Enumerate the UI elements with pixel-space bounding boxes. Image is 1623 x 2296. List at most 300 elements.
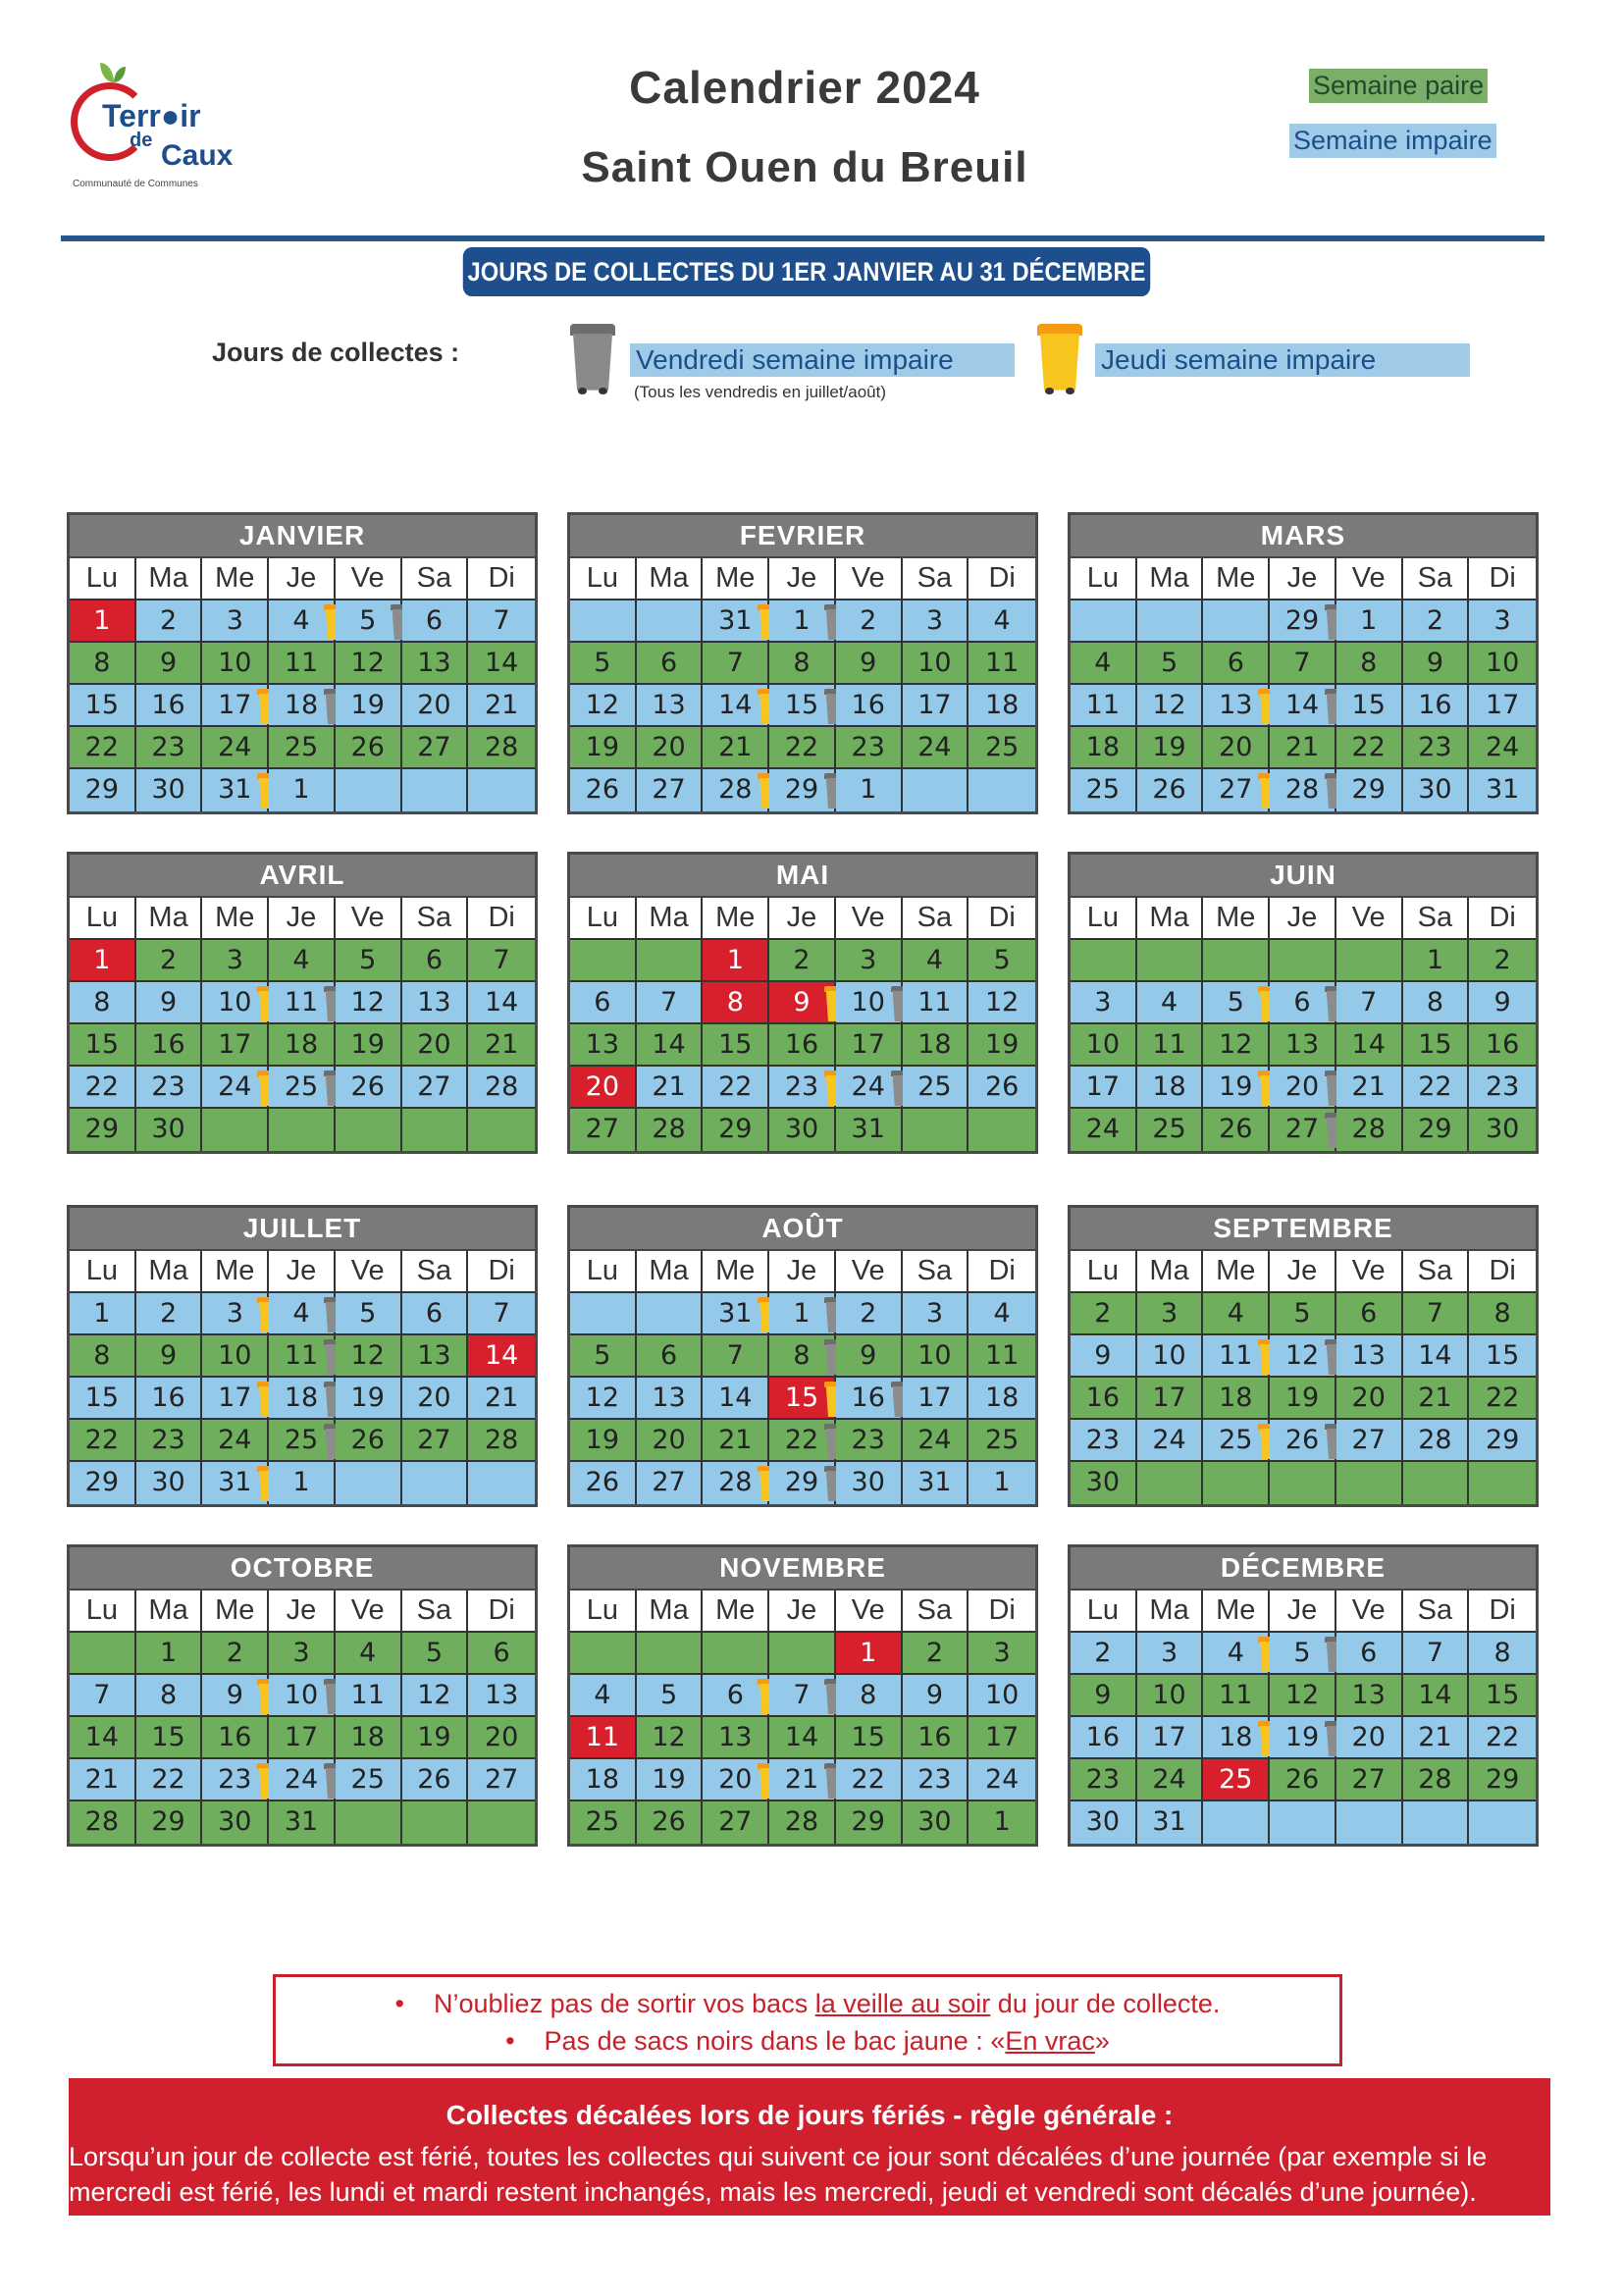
day-cell xyxy=(1469,1024,1536,1067)
day-cell xyxy=(336,1067,402,1109)
day-cell xyxy=(637,1759,704,1801)
day-cell xyxy=(1336,1378,1403,1420)
empty-cell xyxy=(570,1633,637,1675)
day-number: 1 xyxy=(93,945,111,975)
day-number: 4 xyxy=(1094,648,1112,678)
day-cell xyxy=(1071,769,1137,811)
day-number: 3 xyxy=(925,1298,944,1329)
day-cell xyxy=(969,727,1035,769)
day-number: 10 xyxy=(218,1340,252,1371)
day-cell xyxy=(1203,982,1270,1024)
day-number: 19 xyxy=(350,1383,385,1413)
month-9 xyxy=(1068,1205,1539,1507)
day-number: 18 xyxy=(984,1383,1020,1413)
day-number: 3 xyxy=(226,1298,243,1329)
day-number: 24 xyxy=(1152,1425,1186,1455)
day-cell xyxy=(468,1675,535,1717)
day-cell xyxy=(468,685,535,727)
day-number: 1 xyxy=(726,945,744,975)
day-cell xyxy=(70,1067,136,1109)
weekday-header: Di xyxy=(1469,1591,1536,1633)
day-number: 14 xyxy=(718,1383,753,1413)
weekday-header: Di xyxy=(1469,1251,1536,1293)
day-number: 21 xyxy=(784,1764,819,1795)
day-number: 24 xyxy=(984,1764,1020,1795)
day-cell xyxy=(202,1801,269,1844)
day-cell xyxy=(903,1293,969,1335)
day-cell xyxy=(703,685,769,727)
day-number: 28 xyxy=(484,1425,519,1455)
day-cell xyxy=(1137,1335,1204,1378)
day-number: 13 xyxy=(585,1029,620,1060)
day-number: 6 xyxy=(1360,1298,1378,1329)
day-cell xyxy=(1270,1759,1336,1801)
day-cell xyxy=(468,982,535,1024)
day-number: 22 xyxy=(151,1764,185,1795)
day-cell xyxy=(70,643,136,685)
day-cell xyxy=(769,600,836,643)
day-cell xyxy=(637,1109,704,1151)
day-cell xyxy=(703,727,769,769)
yellow-bin-icon xyxy=(1040,324,1079,394)
day-cell xyxy=(202,643,269,685)
day-cell xyxy=(836,1633,903,1675)
day-cell xyxy=(1403,1717,1470,1759)
weekday-header: Je xyxy=(769,1251,836,1293)
month-grid xyxy=(70,898,535,1151)
day-cell xyxy=(402,1335,469,1378)
day-number: 9 xyxy=(925,1680,944,1710)
weekday-header: Ma xyxy=(136,1251,203,1293)
day-number: 27 xyxy=(652,1467,686,1497)
weekday-header: Ve xyxy=(336,1251,402,1293)
day-number: 11 xyxy=(1219,1680,1253,1710)
day-number: 26 xyxy=(1284,1764,1320,1795)
empty-cell xyxy=(769,1633,836,1675)
day-cell xyxy=(202,1675,269,1717)
weekday-header: Sa xyxy=(1403,1591,1470,1633)
day-number: 24 xyxy=(1085,1114,1121,1144)
day-cell xyxy=(703,940,769,982)
day-number: 14 xyxy=(784,1722,819,1752)
day-cell xyxy=(336,1717,402,1759)
day-number: 16 xyxy=(917,1722,952,1752)
day-number: 25 xyxy=(1219,1764,1253,1795)
day-number: 14 xyxy=(484,987,519,1018)
collection-days-label: Jours de collectes : xyxy=(212,338,460,367)
weekday-header: Je xyxy=(769,898,836,940)
day-number: 1 xyxy=(1360,605,1378,636)
weekday-header: Di xyxy=(969,558,1035,600)
day-cell xyxy=(703,1109,769,1151)
day-cell xyxy=(202,940,269,982)
day-number: 5 xyxy=(1160,648,1178,678)
month-grid xyxy=(70,1251,535,1504)
empty-cell xyxy=(969,769,1035,811)
day-cell xyxy=(202,685,269,727)
day-cell xyxy=(269,1462,336,1504)
empty-cell xyxy=(468,1801,535,1844)
day-cell xyxy=(1336,685,1403,727)
day-cell xyxy=(1403,1675,1470,1717)
day-number: 27 xyxy=(484,1764,519,1795)
day-cell xyxy=(1270,769,1336,811)
day-number: 28 xyxy=(652,1114,686,1144)
day-cell xyxy=(903,643,969,685)
empty-cell xyxy=(1336,1801,1403,1844)
day-number: 17 xyxy=(984,1722,1020,1752)
day-cell xyxy=(1403,1633,1470,1675)
day-number: 21 xyxy=(1418,1383,1452,1413)
empty-cell xyxy=(1469,1462,1536,1504)
day-number: 3 xyxy=(1160,1638,1178,1668)
day-number: 19 xyxy=(652,1764,686,1795)
day-cell xyxy=(269,982,336,1024)
day-number: 22 xyxy=(1485,1722,1520,1752)
weekday-header: Di xyxy=(468,898,535,940)
day-number: 16 xyxy=(1085,1383,1121,1413)
day-number: 8 xyxy=(860,1680,877,1710)
weekday-header: Ma xyxy=(1137,898,1204,940)
day-number: 13 xyxy=(1219,690,1253,720)
month-name: SEPTEMBRE xyxy=(1071,1208,1536,1251)
day-number: 6 xyxy=(425,945,444,975)
weekday-header: Je xyxy=(769,1591,836,1633)
day-cell xyxy=(1336,1633,1403,1675)
day-cell xyxy=(836,1462,903,1504)
weekday-header: Lu xyxy=(570,1591,637,1633)
day-number: 3 xyxy=(226,945,243,975)
day-cell xyxy=(570,1675,637,1717)
weekday-header: Ma xyxy=(136,1591,203,1633)
day-cell xyxy=(336,1675,402,1717)
weekday-header: Me xyxy=(703,898,769,940)
reminder-line-2: • Pas de sacs noirs dans le bac jaune : «En vrac» xyxy=(505,2026,1110,2056)
day-cell xyxy=(1137,685,1204,727)
day-cell xyxy=(703,1801,769,1844)
weekday-header: Ma xyxy=(637,1251,704,1293)
holiday-rules-line-2: mercredi est férié, les lundi et mardi restent inchangés, mais les mercredi, jeudi et vendredi sont décalés d’une journée). xyxy=(69,2177,1477,2207)
day-cell xyxy=(202,1067,269,1109)
weekday-header: Sa xyxy=(903,1591,969,1633)
month-12 xyxy=(1068,1544,1539,1847)
day-cell xyxy=(969,1801,1035,1844)
weekday-header: Me xyxy=(703,558,769,600)
day-cell xyxy=(1336,727,1403,769)
day-number: 2 xyxy=(159,945,178,975)
day-number: 6 xyxy=(594,987,611,1018)
weekday-header: Je xyxy=(1270,558,1336,600)
day-number: 27 xyxy=(417,1425,451,1455)
day-cell xyxy=(70,769,136,811)
day-cell xyxy=(836,1067,903,1109)
day-cell xyxy=(1403,727,1470,769)
day-number: 7 xyxy=(493,945,510,975)
day-cell xyxy=(1336,1759,1403,1801)
day-cell xyxy=(769,982,836,1024)
empty-cell xyxy=(570,1293,637,1335)
day-number: 24 xyxy=(284,1764,319,1795)
day-number: 17 xyxy=(1485,690,1520,720)
day-cell xyxy=(570,1378,637,1420)
gray-bin-legend: Vendredi semaine impaire xyxy=(630,343,1015,377)
day-number: 21 xyxy=(1284,732,1320,762)
day-number: 15 xyxy=(784,690,819,720)
day-number: 31 xyxy=(218,774,252,805)
day-number: 26 xyxy=(350,1425,385,1455)
day-cell xyxy=(70,940,136,982)
empty-cell xyxy=(637,1293,704,1335)
day-number: 10 xyxy=(917,648,952,678)
day-cell xyxy=(402,1633,469,1675)
day-cell xyxy=(136,727,203,769)
day-cell xyxy=(969,1378,1035,1420)
day-cell xyxy=(903,1067,969,1109)
day-number: 12 xyxy=(585,1383,620,1413)
yellow-bin-legend: Jeudi semaine impaire xyxy=(1095,343,1470,377)
day-number: 31 xyxy=(718,605,753,636)
day-cell xyxy=(202,1759,269,1801)
day-cell xyxy=(336,643,402,685)
day-number: 4 xyxy=(359,1638,377,1668)
day-number: 7 xyxy=(93,1680,111,1710)
day-number: 7 xyxy=(726,1340,744,1371)
day-cell xyxy=(1336,1109,1403,1151)
logo-text: Terr●ir xyxy=(102,98,201,133)
day-number: 19 xyxy=(350,1029,385,1060)
day-number: 3 xyxy=(925,605,944,636)
day-cell xyxy=(202,1420,269,1462)
logo-subtitle: Communauté de Communes xyxy=(73,179,198,189)
day-cell xyxy=(570,727,637,769)
day-number: 24 xyxy=(917,1425,952,1455)
day-number: 31 xyxy=(218,1467,252,1497)
weekday-header: Ve xyxy=(1336,1591,1403,1633)
day-number: 17 xyxy=(218,690,252,720)
day-cell xyxy=(269,1420,336,1462)
day-cell xyxy=(836,727,903,769)
day-cell xyxy=(703,1378,769,1420)
day-cell xyxy=(402,940,469,982)
day-cell xyxy=(903,1717,969,1759)
day-number: 14 xyxy=(484,1340,519,1371)
day-cell xyxy=(202,1633,269,1675)
day-cell xyxy=(570,1420,637,1462)
day-cell xyxy=(1203,1378,1270,1420)
day-cell xyxy=(1071,1717,1137,1759)
weekday-header: Sa xyxy=(402,1251,469,1293)
day-cell xyxy=(136,643,203,685)
day-cell xyxy=(969,940,1035,982)
day-number: 8 xyxy=(93,987,111,1018)
day-cell xyxy=(269,1801,336,1844)
weekday-header: Lu xyxy=(570,558,637,600)
day-cell xyxy=(468,1633,535,1675)
day-cell xyxy=(202,1335,269,1378)
day-cell xyxy=(1203,1420,1270,1462)
empty-cell xyxy=(1403,1462,1470,1504)
day-number: 23 xyxy=(151,1425,185,1455)
day-cell xyxy=(1469,1420,1536,1462)
day-number: 1 xyxy=(292,1467,310,1497)
day-number: 16 xyxy=(851,690,885,720)
day-number: 2 xyxy=(793,945,811,975)
day-number: 29 xyxy=(1284,605,1320,636)
day-cell xyxy=(570,1462,637,1504)
day-cell xyxy=(637,1801,704,1844)
day-cell xyxy=(269,1633,336,1675)
day-number: 28 xyxy=(484,1071,519,1102)
day-number: 13 xyxy=(417,987,451,1018)
day-cell xyxy=(336,982,402,1024)
day-cell xyxy=(570,685,637,727)
day-number: 22 xyxy=(784,732,819,762)
day-number: 5 xyxy=(594,1340,611,1371)
weekday-header: Je xyxy=(269,558,336,600)
day-cell xyxy=(969,643,1035,685)
day-number: 8 xyxy=(1426,987,1444,1018)
day-number: 11 xyxy=(284,648,319,678)
day-number: 6 xyxy=(659,648,678,678)
day-cell xyxy=(1270,685,1336,727)
day-number: 13 xyxy=(417,1340,451,1371)
day-cell xyxy=(136,1717,203,1759)
day-cell xyxy=(468,1293,535,1335)
weekday-header: Sa xyxy=(1403,558,1470,600)
weekday-header: Sa xyxy=(1403,1251,1470,1293)
empty-cell xyxy=(1336,1462,1403,1504)
month-name: NOVEMBRE xyxy=(570,1547,1035,1591)
weekday-header: Sa xyxy=(903,898,969,940)
page-title: Calendrier 2024 xyxy=(629,62,980,113)
day-number: 28 xyxy=(718,1467,753,1497)
month-grid xyxy=(70,558,535,811)
day-cell xyxy=(1203,1024,1270,1067)
day-cell xyxy=(1071,1024,1137,1067)
day-number: 21 xyxy=(484,1383,519,1413)
day-number: 9 xyxy=(1094,1680,1112,1710)
day-number: 16 xyxy=(1485,1029,1520,1060)
day-cell xyxy=(136,1378,203,1420)
day-number: 13 xyxy=(417,648,451,678)
weekday-header: Ve xyxy=(836,1251,903,1293)
reminder-line-1: • N’oubliez pas de sortir vos bacs la veille au soir du jour de collecte. xyxy=(394,1989,1221,2018)
day-cell xyxy=(903,600,969,643)
weekday-header: Di xyxy=(468,1591,535,1633)
empty-cell xyxy=(1270,940,1336,982)
collection-banner: JOURS DE COLLECTES DU 1ER JANVIER AU 31 DÉCEMBRE 2024 xyxy=(463,247,1150,296)
day-cell xyxy=(836,769,903,811)
day-number: 24 xyxy=(218,1425,252,1455)
day-number: 1 xyxy=(860,1638,877,1668)
day-number: 19 xyxy=(1284,1383,1320,1413)
day-cell xyxy=(1071,1675,1137,1717)
day-number: 19 xyxy=(585,1425,620,1455)
month-7 xyxy=(67,1205,538,1507)
day-number: 26 xyxy=(1284,1425,1320,1455)
weekday-header: Di xyxy=(1469,558,1536,600)
day-number: 15 xyxy=(1351,690,1386,720)
day-cell xyxy=(1403,1378,1470,1420)
day-cell xyxy=(1071,1109,1137,1151)
weekday-header: Je xyxy=(769,558,836,600)
day-cell xyxy=(769,1420,836,1462)
empty-cell xyxy=(570,600,637,643)
day-cell xyxy=(269,1759,336,1801)
weekday-header: Ve xyxy=(336,1591,402,1633)
day-number: 26 xyxy=(652,1806,686,1837)
day-number: 16 xyxy=(151,690,185,720)
day-cell xyxy=(1469,940,1536,982)
day-cell xyxy=(903,982,969,1024)
day-number: 28 xyxy=(1418,1764,1452,1795)
empty-cell xyxy=(1071,940,1137,982)
day-cell xyxy=(1469,1335,1536,1378)
day-cell xyxy=(1071,643,1137,685)
weekday-header: Ma xyxy=(637,1591,704,1633)
day-cell xyxy=(1469,1759,1536,1801)
day-number: 4 xyxy=(1227,1638,1244,1668)
day-cell xyxy=(637,1378,704,1420)
logo xyxy=(67,61,243,188)
day-cell xyxy=(1403,940,1470,982)
day-cell xyxy=(1270,643,1336,685)
day-cell xyxy=(402,1067,469,1109)
day-cell xyxy=(402,1420,469,1462)
day-cell xyxy=(836,982,903,1024)
day-cell xyxy=(402,643,469,685)
day-number: 9 xyxy=(159,648,178,678)
day-cell xyxy=(1203,1759,1270,1801)
day-number: 21 xyxy=(1351,1071,1386,1102)
day-cell xyxy=(703,1759,769,1801)
day-cell xyxy=(202,727,269,769)
day-cell xyxy=(1071,1759,1137,1801)
day-number: 26 xyxy=(350,1071,385,1102)
day-number: 27 xyxy=(718,1806,753,1837)
day-cell xyxy=(1336,769,1403,811)
day-number: 31 xyxy=(917,1467,952,1497)
day-cell xyxy=(570,1109,637,1151)
day-number: 27 xyxy=(1219,774,1253,805)
day-number: 4 xyxy=(993,1298,1011,1329)
holiday-rules-line-1: Lorsqu’un jour de collecte est férié, toutes les collectes qui suivent ce jour sont décalées d’une journée (par exemple si le xyxy=(69,2142,1488,2171)
day-cell xyxy=(70,1024,136,1067)
day-number: 13 xyxy=(1284,1029,1320,1060)
day-cell xyxy=(703,1675,769,1717)
day-number: 19 xyxy=(984,1029,1020,1060)
day-number: 28 xyxy=(484,732,519,762)
day-cell xyxy=(269,1293,336,1335)
weekday-header: Ve xyxy=(1336,558,1403,600)
month-name: DÉCEMBRE xyxy=(1071,1547,1536,1591)
day-number: 27 xyxy=(1351,1425,1386,1455)
day-number: 21 xyxy=(652,1071,686,1102)
day-number: 18 xyxy=(984,690,1020,720)
day-number: 5 xyxy=(1227,987,1244,1018)
day-cell xyxy=(1203,1067,1270,1109)
day-cell xyxy=(1469,1293,1536,1335)
day-cell xyxy=(1270,1335,1336,1378)
day-number: 23 xyxy=(851,1425,885,1455)
day-number: 22 xyxy=(84,1425,120,1455)
day-number: 7 xyxy=(726,648,744,678)
day-cell xyxy=(202,1024,269,1067)
day-cell xyxy=(570,769,637,811)
day-cell xyxy=(703,600,769,643)
empty-cell xyxy=(336,769,402,811)
day-number: 18 xyxy=(284,1029,319,1060)
